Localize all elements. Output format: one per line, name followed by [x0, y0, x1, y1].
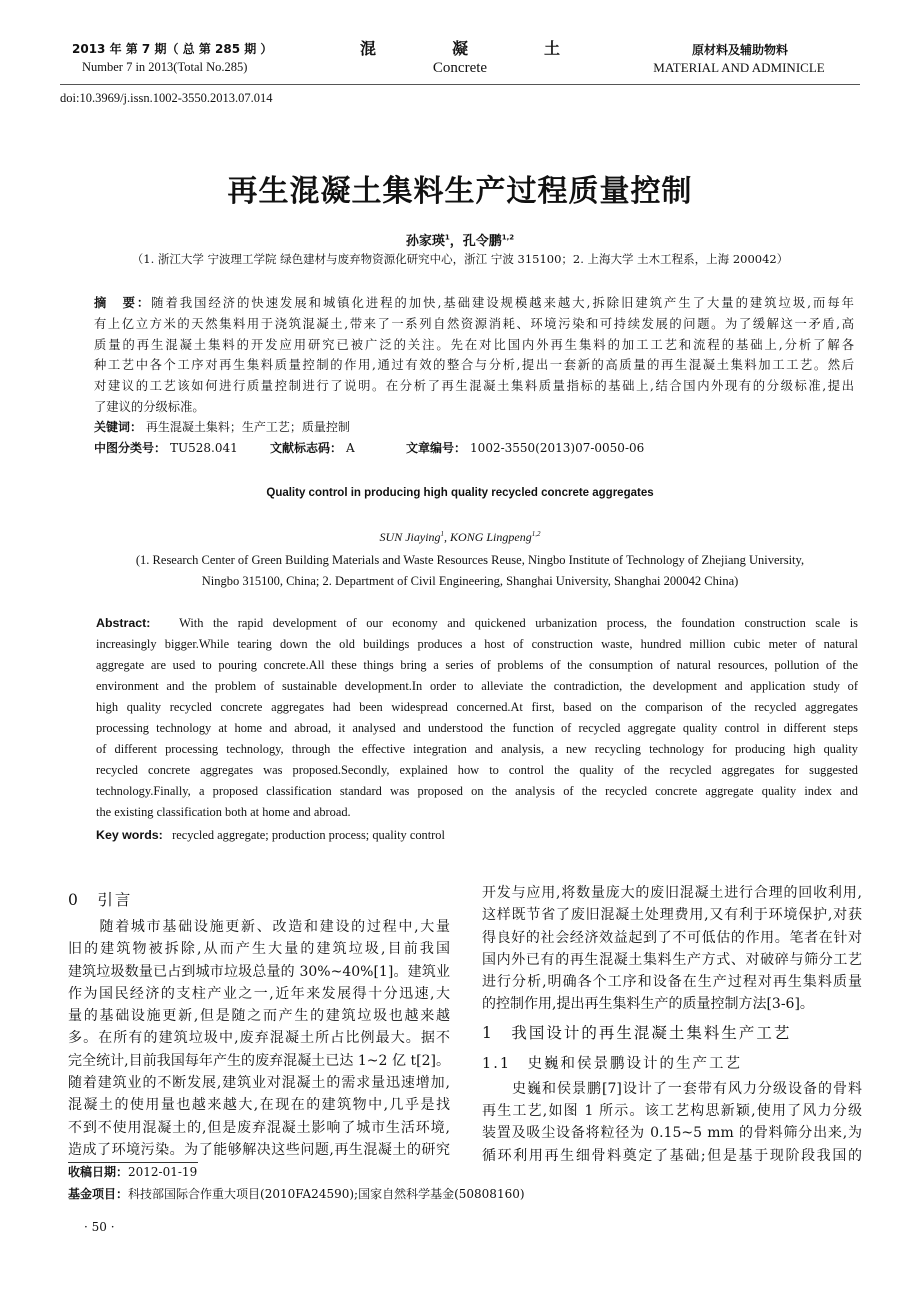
- en-abstract: [96, 613, 858, 823]
- body-column-left: [68, 885, 450, 1161]
- abstract-line: high quality recycled concrete aggregates had been widespread concerned.At first, based on the comparison of the recycled aggregates: [96, 700, 858, 714]
- issue-cn: 2013 年 第 7 期（ 总 第 285 期 ）: [72, 42, 273, 56]
- classification: [94, 440, 648, 456]
- affiliation: （1. 浙江大学 宁波理工学院 绿色建材与废弃物资源化研究中心，浙江 宁波 315100；2. 上海大学 土木工程系，上海 200042）: [131, 252, 789, 266]
- abstract-line: environment and the problem of sustainable development.In order to alleviate the contradiction, the development and application study of: [96, 679, 858, 693]
- author-affil-mark: 1: [444, 233, 450, 242]
- fund-value: 科技部国际合作重大项目(2010FA24590);国家自然科学基金(50808160): [128, 1187, 525, 1201]
- body-line: 再生工艺,如图 1 所示。该工艺构思新颖,使用了风力分级: [482, 1103, 862, 1120]
- doc-code-label: 文献标志码：: [270, 441, 343, 455]
- header-divider: [60, 84, 860, 85]
- doc-code: A: [346, 441, 355, 455]
- abstract-line: 了建议的分级标准。: [94, 399, 205, 414]
- author-affil-mark: 1,2: [501, 233, 515, 242]
- fund-label: 基金项目：: [68, 1187, 129, 1201]
- abstract-line: aggregate are used to pouring concrete.All these things bring a series of problems of the consumption of natural resources, pollution of the: [96, 658, 858, 672]
- body-line: 随着建筑业的不断发展,建筑业对混凝土的需求量迅速增加,: [68, 1075, 450, 1092]
- body-line: 随着城市基础设施更新、改造和建设的过程中,大量: [68, 919, 450, 935]
- journal-char: 混: [360, 39, 377, 58]
- body-line: 史巍和侯景鹏[7]设计了一套带有风力分级设备的骨料: [482, 1080, 862, 1097]
- keywords: 再生混凝土集料；生产工艺；质量控制: [145, 420, 350, 434]
- body-line: 多。在所有的建筑垃圾中,废弃混凝土所占比例最大。据不: [68, 1030, 450, 1047]
- abstract-line: [96, 613, 858, 634]
- body-line: 造成了环境污染。为了能够解决这些问题,再生混凝土的研究: [68, 1141, 450, 1158]
- journal-name-cn: [360, 36, 560, 59]
- affil-line: Ningbo 315100, China; 2. Department of Civil Engineering, Shanghai University, Shanghai 200042 China): [201, 574, 739, 588]
- author: SUN Jiaying: [379, 530, 441, 544]
- cn-keywords: [94, 419, 350, 435]
- keywords-label: Key words:: [96, 828, 163, 842]
- abstract-line: of different processing technology, through the effective integration and analysis, a new recycling technology for producing high quality: [96, 742, 858, 756]
- en-title: Quality control in producing high quality recycled concrete aggregates: [266, 487, 654, 499]
- abstract-line: technology.Finally, a proposed classification standard was proposed on the analysis of the recycled concrete aggregate quality index and: [96, 784, 858, 798]
- body-line: 得良好的社会经济效益起到了不可低估的作用。笔者在针对: [482, 929, 862, 946]
- received-label: 收稿日期：: [68, 1165, 129, 1179]
- abstract-line: 质量的再生混凝土集料的开发应用研究已被广泛的关注。先在对比国内外再生集料的加工工艺和流程的基础上,分析了解各: [94, 337, 854, 352]
- abstract-line: the existing classification both at home and abroad.: [96, 805, 351, 819]
- cn-abstract: [94, 293, 854, 418]
- author-affil-mark: 1: [440, 530, 445, 538]
- abstract-line: 对建议的工艺该如何进行质量控制进行了说明。在分析了再生混凝土集料质量指标的基础上,结合国内外现有的分级标准,提出: [94, 379, 854, 394]
- clc-label: 中图分类号：: [94, 441, 167, 455]
- body-line: 作为国民经济的支柱产业之一,近年来发展得十分迅速,大: [68, 985, 450, 1002]
- journal-name-en: Concrete: [432, 60, 488, 76]
- body-column-right: [482, 882, 862, 1167]
- section-heading: 0 引言: [68, 891, 133, 909]
- clc: TU528.041: [170, 441, 238, 455]
- body-line: 装置及吸尘设备将粒径为 0.15~5 mm 的骨料筛分出来,为: [482, 1125, 862, 1142]
- body-line: 的控制作用,提出再生集料生产的质量控制方法[3-6]。: [482, 996, 814, 1013]
- footnote-divider: [68, 1162, 198, 1163]
- body-line: 这样既节省了废旧混凝土处理费用,又有利于环境保护,对获: [482, 907, 862, 924]
- doi: doi:10.3969/j.issn.1002-3550.2013.07.014: [60, 91, 273, 105]
- body-line: 建筑垃圾数量已占到城市垃圾总量的 30%~40%[1]。建筑业: [68, 963, 450, 980]
- body-line: 量的基础设施更新,但是随之而产生的建筑垃圾也越来越: [68, 1008, 450, 1025]
- author: 孙家瑛: [405, 234, 445, 249]
- body-line: 完全统计,目前我国每年产生的废弃混凝土已达 1~2 亿 t[2]。: [68, 1052, 450, 1069]
- affil-line: (1. Research Center of Green Building Materials and Waste Resources Reuse, Ningbo Institute of Technology of Zhejiang University,: [135, 553, 805, 567]
- page-number: · 50 ·: [84, 1220, 115, 1234]
- abstract-label: Abstract:: [96, 616, 151, 630]
- author: KONG Lingpeng: [450, 530, 532, 544]
- body-line: 混凝土的使用量也越来越大,在现在的建筑物中,几乎是找: [68, 1097, 450, 1114]
- subsection-heading: 1.1 史巍和侯景鹏设计的生产工艺: [482, 1055, 743, 1072]
- keywords-label: 关键词：: [94, 420, 143, 434]
- article-no: 1002-3550(2013)07-0050-06: [470, 441, 645, 455]
- body-line: 循环利用再生细骨料奠定了基础;但是基于现阶段我国的: [482, 1147, 862, 1164]
- body-line: 进行分析,明确各个工序和设备在生产过程对再生集料质量: [482, 974, 862, 991]
- en-authors: [0, 530, 920, 545]
- abstract-line: recycled concrete aggregates was proposed.Secondly, explained how to control the quality of the recycled aggregates for suggested: [96, 763, 858, 777]
- separator: ，: [449, 234, 463, 249]
- en-keywords: [96, 827, 445, 843]
- abstract-line: 有上亿立方米的天然集料用于浇筑混凝土,带来了一系列自然资源消耗、环境污染和可持续发展的问题。为了缓解这一矛盾,高: [94, 316, 854, 331]
- en-affiliation: [90, 550, 850, 592]
- column-en: MATERIAL AND ADMINICLE: [653, 60, 825, 75]
- abstract-line: processing technology at home and abroad, it analysed and understood the function of recycled aggregate quality control in different steps: [96, 721, 858, 735]
- journal-char: 凝: [451, 39, 468, 58]
- abstract-text: With the rapid development of our economy and quickened urbanization process, the foundation construction scale is: [179, 616, 858, 630]
- body-line: 开发与应用,将数量庞大的废旧混凝土进行合理的回收利用,: [482, 885, 862, 901]
- author: 孔令鹏: [462, 234, 502, 249]
- received-value: 2012-01-19: [128, 1165, 198, 1179]
- abstract-line: increasingly bigger.While tearing down the old buildings produces a host of construction waste, hundred million cubic meter of natural: [96, 637, 858, 651]
- abstract-line: [94, 293, 854, 314]
- body-line: 旧的建筑物被拆除,从而产生大量的建筑垃圾,目前我国: [68, 941, 450, 958]
- abstract-line: 种工艺中各个工序对再生集料质量控制的作用,通过有效的整合与分析,提出一套新的高质量的再生混凝土集料加工工艺。然后: [94, 358, 854, 373]
- body-line: 不到不使用混凝土的,但是废弃混凝土影响了城市生活环境,: [68, 1119, 450, 1136]
- journal-char: 土: [543, 39, 560, 58]
- keywords: recycled aggregate; production process; quality control: [172, 828, 445, 842]
- fund: [68, 1187, 525, 1202]
- paper-title: 再生混凝土集料生产过程质量控制: [227, 174, 693, 209]
- body-line: 国内外已有的再生混凝土集料生产方式、对破碎与筛分工艺: [482, 951, 862, 968]
- section-heading: 1 我国设计的再生混凝土集料生产工艺: [482, 1023, 792, 1042]
- column-cn: 原材料及辅助物料: [691, 43, 788, 57]
- abstract-text: 随着我国经济的快速发展和城镇化进程的加快,基础建设规模越来越大,拆除旧建筑产生了大量的建筑垃圾,而每年: [151, 296, 854, 310]
- issue-en: Number 7 in 2013(Total No.285): [82, 60, 248, 74]
- separator: ,: [444, 530, 451, 544]
- author-affil-mark: 1,2: [531, 530, 541, 538]
- authors: [0, 230, 920, 249]
- abstract-label: 摘 要：: [94, 296, 152, 310]
- received-date: [68, 1165, 197, 1180]
- article-no-label: 文章编号：: [406, 441, 467, 455]
